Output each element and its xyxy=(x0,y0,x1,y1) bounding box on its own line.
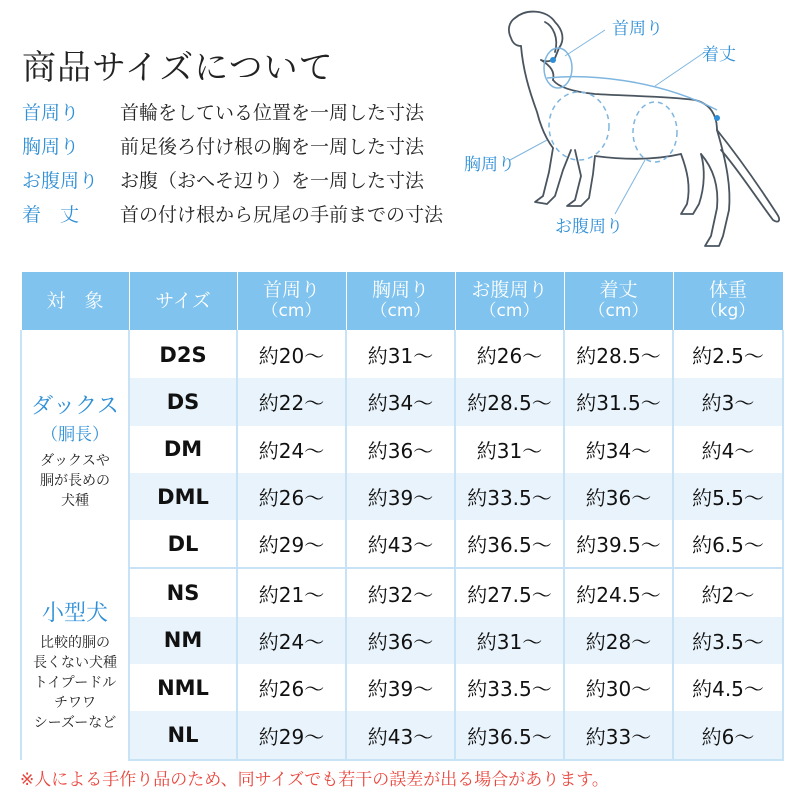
dog-measurement-diagram xyxy=(455,0,800,270)
table-row xyxy=(21,473,783,520)
definition-neck xyxy=(22,98,482,132)
header-weight xyxy=(673,272,783,331)
measurement-cell: 約5.5〜 xyxy=(673,473,783,520)
measurement-cell: 約31〜 xyxy=(346,331,455,379)
measurement-cell: 約28〜 xyxy=(564,617,673,664)
measurement-cell: 約39〜 xyxy=(346,473,455,520)
header-unit: （cm） xyxy=(370,301,431,321)
measurement-cell: 約6〜 xyxy=(673,711,783,759)
definition-chest xyxy=(22,132,482,166)
size-code-cell: NML xyxy=(129,664,237,711)
group-description: 比較的胴の 長くない犬種 トイプードル チワワ シーズーなど xyxy=(33,634,117,731)
dog-illustration xyxy=(455,0,800,270)
page-title: 商品サイズについて xyxy=(22,48,334,88)
measurement-cell: 約33.5〜 xyxy=(455,473,564,520)
table-header-row xyxy=(21,272,783,331)
group-name: 小型犬 xyxy=(41,600,108,626)
table-row xyxy=(21,711,783,759)
definition-desc: お腹（おへそ辺り）を一周した寸法 xyxy=(120,170,425,192)
table-row xyxy=(21,664,783,711)
definition-term: 着 丈 xyxy=(22,204,80,226)
measurement-cell: 約4.5〜 xyxy=(673,664,783,711)
measurement-cell: 約31〜 xyxy=(455,617,564,664)
group-subtitle: （胴長） xyxy=(41,424,109,445)
measurement-cell: 約39〜 xyxy=(346,664,455,711)
measurement-cell: 約29〜 xyxy=(237,711,346,759)
disclaimer-note: ※人による手作り品のため、同サイズでも若干の誤差が出る場合があります。 xyxy=(20,770,609,790)
table-row xyxy=(21,331,783,379)
size-code-cell: DS xyxy=(129,378,237,425)
measurement-cell: 約3〜 xyxy=(673,378,783,425)
measurement-cell: 約30〜 xyxy=(564,664,673,711)
table-row xyxy=(21,426,783,473)
measurement-cell: 約39.5〜 xyxy=(564,520,673,568)
measurement-cell: 約36.5〜 xyxy=(455,711,564,759)
measurement-cell: 約43〜 xyxy=(346,520,455,568)
size-code-cell: NL xyxy=(129,711,237,759)
measurement-cell: 約4〜 xyxy=(673,426,783,473)
measurement-cell: 約24〜 xyxy=(237,426,346,473)
definition-length xyxy=(22,200,482,234)
group-description: ダックスや 胴が長めの 犬種 xyxy=(40,452,110,509)
header-target xyxy=(21,272,129,331)
measurement-cell: 約2〜 xyxy=(673,568,783,616)
measurement-cell: 約34〜 xyxy=(564,426,673,473)
measurement-cell: 約24.5〜 xyxy=(564,568,673,616)
table-row xyxy=(21,520,783,568)
measurement-cell: 約36.5〜 xyxy=(455,520,564,568)
group-cell xyxy=(21,568,129,759)
measurement-cell: 約3.5〜 xyxy=(673,617,783,664)
header-label: 着丈 xyxy=(599,279,638,301)
measurement-cell: 約26〜 xyxy=(237,664,346,711)
diagram-label-length: 着丈 xyxy=(702,45,736,65)
diagram-label-neck: 首周り xyxy=(612,19,663,39)
measurement-cell: 約28.5〜 xyxy=(455,378,564,425)
size-code-cell: NM xyxy=(129,617,237,664)
measurement-cell: 約43〜 xyxy=(346,711,455,759)
definition-term: お腹周り xyxy=(22,170,99,192)
measurement-cell: 約26〜 xyxy=(237,473,346,520)
measurement-cell: 約22〜 xyxy=(237,378,346,425)
table-row xyxy=(21,378,783,425)
measurement-cell: 約21〜 xyxy=(237,568,346,616)
measurement-cell: 約36〜 xyxy=(564,473,673,520)
measurement-cell: 約33.5〜 xyxy=(455,664,564,711)
size-code-cell: DML xyxy=(129,473,237,520)
table-row xyxy=(21,617,783,664)
measurement-cell: 約28.5〜 xyxy=(564,331,673,379)
measurement-cell: 約20〜 xyxy=(237,331,346,379)
definition-term: 胸周り xyxy=(22,136,80,158)
measurement-cell: 約33〜 xyxy=(564,711,673,759)
measurement-cell: 約36〜 xyxy=(346,426,455,473)
measurement-cell: 約29〜 xyxy=(237,520,346,568)
table-row xyxy=(21,568,783,616)
size-code-cell: D2S xyxy=(129,331,237,379)
header-label: サイズ xyxy=(155,289,211,312)
measurement-cell: 約6.5〜 xyxy=(673,520,783,568)
measurement-cell: 約34〜 xyxy=(346,378,455,425)
size-code-cell: NS xyxy=(129,568,237,616)
size-table xyxy=(20,271,784,761)
measurement-cell: 約24〜 xyxy=(237,617,346,664)
definition-desc: 前足後ろ付け根の胸を一周した寸法 xyxy=(120,136,425,158)
measurement-cell: 約26〜 xyxy=(455,331,564,379)
header-unit: （kg） xyxy=(700,301,756,321)
header-label: 首周り xyxy=(262,279,320,301)
header-size xyxy=(129,272,237,331)
measurement-cell: 約32〜 xyxy=(346,568,455,616)
header-chest xyxy=(346,272,455,331)
measurement-cell: 約36〜 xyxy=(346,617,455,664)
header-unit: （cm） xyxy=(261,301,322,321)
size-code-cell: DL xyxy=(129,520,237,568)
measurement-cell: 約27.5〜 xyxy=(455,568,564,616)
measurement-cell: 約31.5〜 xyxy=(564,378,673,425)
size-definitions xyxy=(22,98,482,234)
measurement-cell: 約31〜 xyxy=(455,426,564,473)
header-label: 胸周り xyxy=(371,279,429,301)
group-cell xyxy=(21,331,129,569)
definition-desc: 首輪をしている位置を一周した寸法 xyxy=(120,102,425,124)
group-name: ダックス xyxy=(31,393,119,419)
definition-desc: 首の付け根から尻尾の手前までの寸法 xyxy=(120,204,444,226)
size-code-cell: DM xyxy=(129,426,237,473)
header-unit: （cm） xyxy=(479,301,540,321)
header-label: 体重 xyxy=(708,279,747,301)
header-neck xyxy=(237,272,346,331)
definition-belly xyxy=(22,166,482,200)
definition-term: 首周り xyxy=(22,102,80,124)
header-length xyxy=(564,272,673,331)
header-label: お腹周り xyxy=(471,279,548,301)
measurement-cell: 約2.5〜 xyxy=(673,331,783,379)
diagram-label-chest: 胸周り xyxy=(464,155,515,175)
header-belly xyxy=(455,272,564,331)
header-unit: （cm） xyxy=(588,301,649,321)
header-label: 対 象 xyxy=(46,289,104,312)
diagram-label-belly: お腹周り xyxy=(555,217,623,237)
